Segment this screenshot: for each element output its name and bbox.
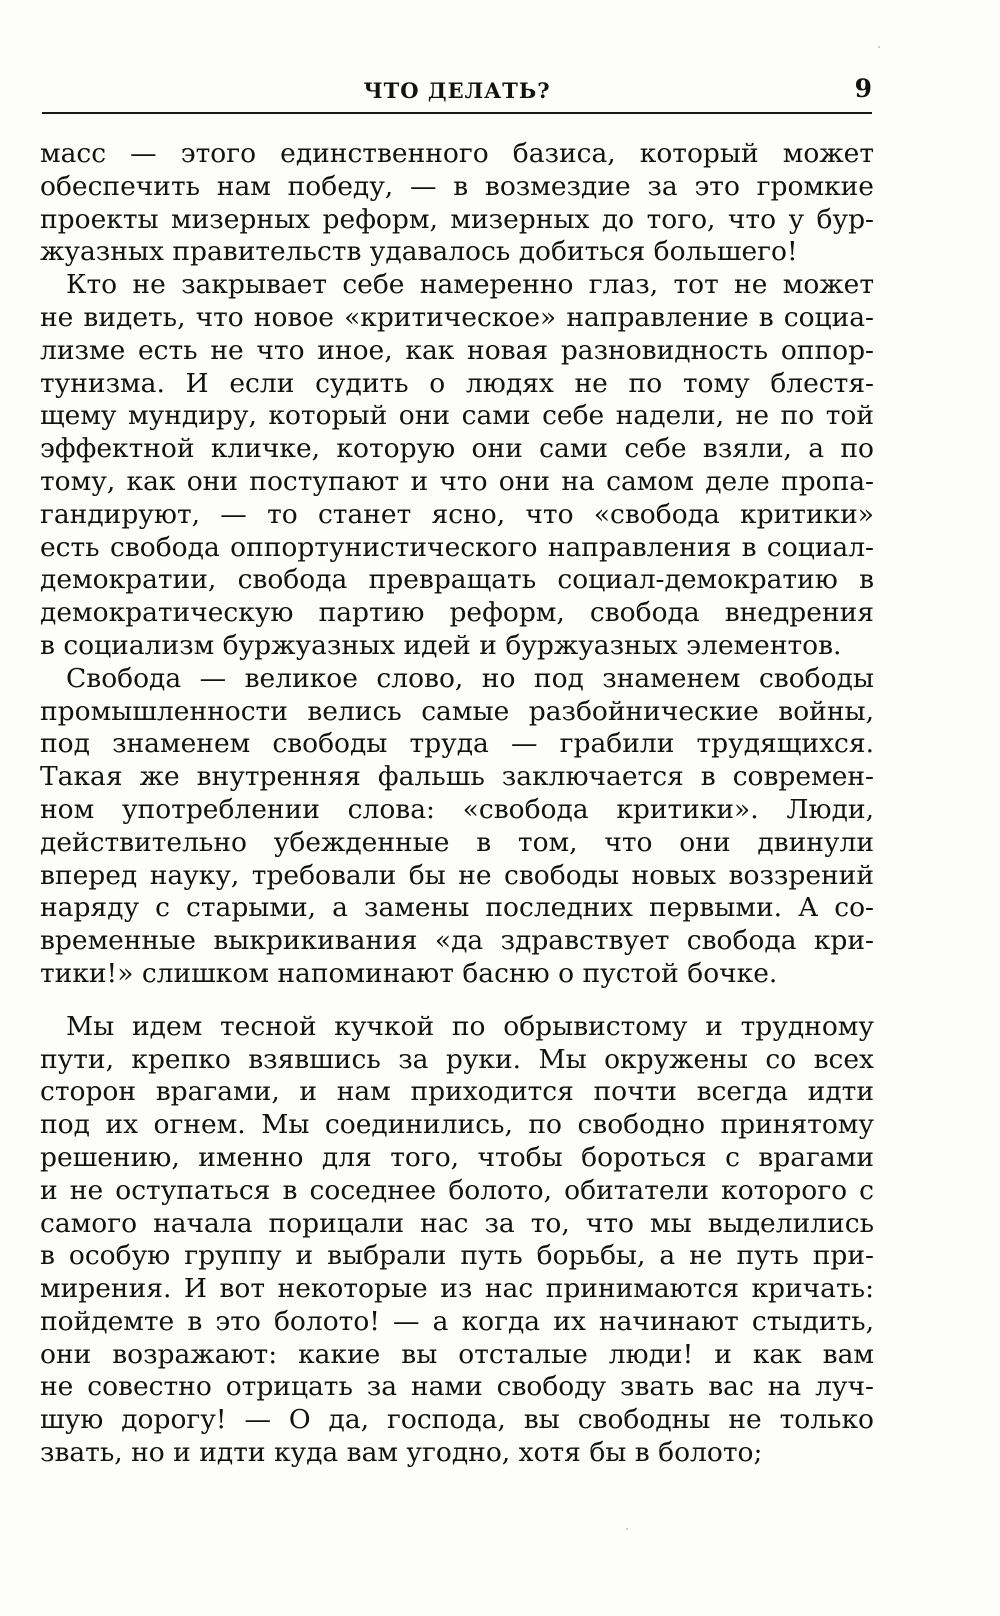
- header-rule: [42, 112, 872, 114]
- text-line: тики!» слишком напоминают басню о пустой бочке.: [40, 957, 778, 989]
- text-line: эффектной кличке, которую они сами себе взяли, а по: [40, 433, 874, 465]
- text-line: они возражают: какие вы отсталые люди! и как вам: [40, 1338, 874, 1370]
- text-line: сторон врагами, и нам приходится почти всегда идти: [40, 1076, 874, 1108]
- paragraph: [40, 269, 874, 663]
- text-line: в социализм буржуазных идей и буржуазных элементов.: [40, 629, 842, 661]
- text-line: Кто не закрывает себе намеренно глаз, тот не может: [66, 269, 874, 301]
- text-line: мирения. И вот некоторые из нас принимаются кричать:: [40, 1273, 874, 1305]
- text-line: Мы идем тесной кучкой по обрывистому и трудному: [66, 1010, 874, 1042]
- text-line: промышленности велись самые разбойнические войны,: [40, 695, 874, 727]
- scan-speck: [878, 46, 880, 48]
- text-line: наряду с старыми, а замены последних первыми. А со-: [40, 892, 874, 924]
- paragraph: [40, 1011, 874, 1470]
- text-line: вперед науку, требовали бы не свободы новых воззрений: [40, 859, 874, 891]
- page-number: 9: [854, 74, 872, 103]
- text-line: пойдемте в это болото! — а когда их начинают стыдить,: [40, 1305, 874, 1337]
- text-line: действительно убежденные в том, что они двинули: [40, 826, 874, 858]
- text-line: под знаменем свободы труда — грабили трудящихся.: [40, 728, 874, 760]
- text-line: самого начала порицали нас за то, что мы выделились: [40, 1207, 874, 1239]
- text-line: пути, крепко взявшись за руки. Мы окружены со всех: [40, 1043, 874, 1075]
- text-line: обеспечить нам победу, — в возмездие за это громкие: [40, 170, 874, 202]
- text-line: под их огнем. Мы соединились, по свободно принятому: [40, 1109, 874, 1141]
- text-line: жуазных правительств удавалось добиться большего!: [40, 236, 798, 268]
- paragraph: [40, 663, 874, 991]
- text-line: Свобода — великое слово, но под знаменем свободы: [66, 662, 874, 694]
- text-line: тунизма. И если судить о людях не по тому блестя-: [40, 367, 874, 399]
- text-line: гандируют, — то станет ясно, что «свобода критики»: [40, 498, 874, 530]
- page-header: [42, 74, 872, 110]
- paragraph: [40, 138, 874, 269]
- text-line: Такая же внутренняя фальшь заключается в современ-: [40, 761, 874, 793]
- text-line: проекты мизерных реформ, мизерных до того, что у бур-: [40, 203, 874, 235]
- text-line: масс — этого единственного базиса, который может: [40, 138, 874, 169]
- text-line: шую дорогу! — О да, господа, вы свободны не только: [40, 1404, 874, 1436]
- text-line: в особую группу и выбрали путь борьбы, а не путь при-: [40, 1240, 874, 1272]
- text-line: звать, но и идти куда вам угодно, хотя бы в болото;: [40, 1437, 763, 1469]
- body-text: [40, 138, 874, 1470]
- text-line: и не оступаться в соседнее болото, обитатели которого с: [40, 1174, 874, 1206]
- paragraph-gap: [40, 991, 874, 1011]
- text-line: не видеть, что новое «критическое» направление в социа-: [40, 301, 874, 333]
- text-line: лизме есть не что иное, как новая разновидность оппор-: [40, 334, 874, 366]
- text-line: демократическую партию реформ, свобода внедрения: [40, 597, 874, 629]
- text-line: решению, именно для того, чтобы бороться с врагами: [40, 1141, 874, 1173]
- text-line: ном употреблении слова: «свобода критики». Люди,: [40, 793, 874, 825]
- text-line: временные выкрикивания «да здравствует свобода кри-: [40, 925, 874, 957]
- text-line: есть свобода оппортунистического направления в социал-: [40, 531, 874, 563]
- text-line: демократии, свобода превращать социал-демократию в: [40, 564, 874, 596]
- text-line: тому, как они поступают и что они на самом деле пропа-: [40, 465, 874, 497]
- scan-speck: [626, 1528, 628, 1530]
- text-line: не совестно отрицать за нами свободу звать вас на луч-: [40, 1371, 874, 1403]
- text-line: щему мундиру, который они сами себе надели, не по той: [40, 400, 874, 432]
- running-title: ЧТО ДЕЛАТЬ?: [363, 78, 551, 103]
